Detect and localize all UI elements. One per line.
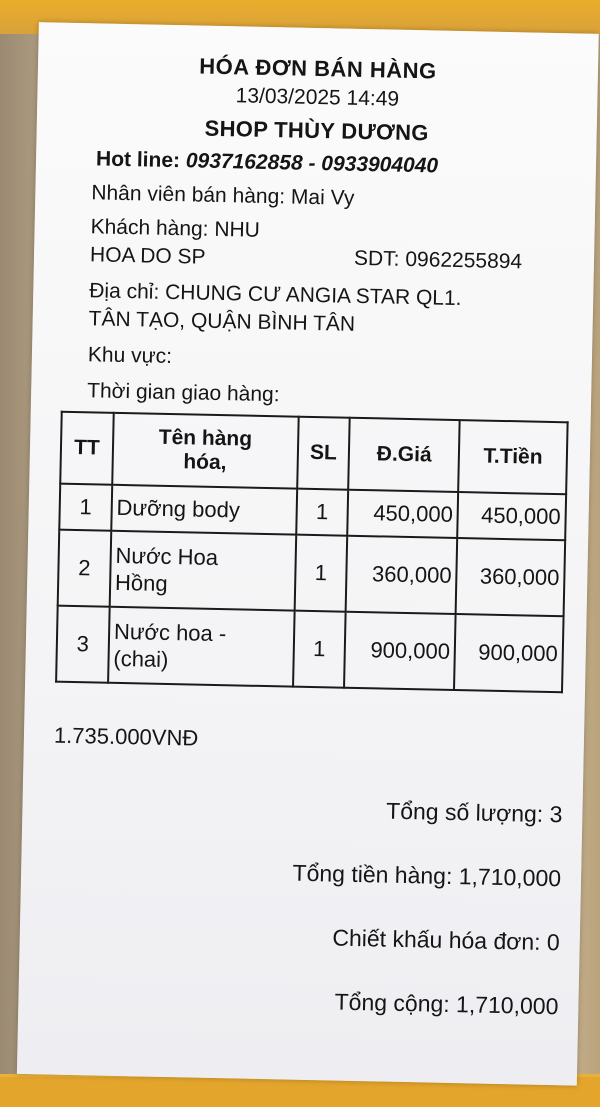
address-line2: TÂN TẠO, QUẬN BÌNH TÂN	[88, 307, 356, 336]
customer-name-line2: HOA DO SP	[89, 243, 206, 269]
shop-name: SHOP THÙY DƯƠNG	[204, 115, 429, 146]
table-header-row	[60, 412, 567, 495]
row-name	[108, 607, 294, 687]
row-qty: 1	[296, 489, 349, 536]
row-name-line1: Nước Hoa	[115, 542, 219, 570]
row-name	[109, 531, 295, 611]
header-price: Đ.Giá	[349, 418, 460, 492]
row-name	[111, 485, 297, 535]
address-line1: Địa chỉ: CHUNG CƯ ANGIA STAR QL1.	[89, 279, 462, 311]
row-total: 900,000	[454, 614, 563, 692]
table-row	[56, 606, 563, 693]
header-name	[112, 413, 298, 489]
grand-total: Tổng cộng: 1,710,000	[334, 988, 559, 1020]
row-name-line2: Hồng	[114, 569, 168, 596]
row-total: 360,000	[456, 538, 565, 616]
row-price: 360,000	[346, 536, 457, 614]
row-name-line1: Nước hoa -	[113, 618, 227, 646]
row-price: 900,000	[344, 612, 455, 690]
hotline-label: Hot line:	[95, 147, 181, 173]
hotline-numbers: 0937162858 - 0933904040	[185, 149, 439, 178]
invoice-discount: Chiết khấu hóa đơn: 0	[332, 924, 561, 956]
receipt-title: HÓA ĐƠN BÁN HÀNG	[199, 53, 437, 84]
total-quantity: Tổng số lượng: 3	[385, 797, 563, 828]
row-tt: 1	[59, 484, 112, 531]
staff-name: Nhân viên bán hàng: Mai Vy	[91, 181, 355, 210]
handwritten-total: 1.735.000VNĐ	[53, 722, 199, 751]
receipt-datetime: 13/03/2025 14:49	[235, 84, 400, 111]
row-name-line2: (chai)	[113, 645, 169, 672]
goods-total: Tổng tiền hàng: 1,710,000	[292, 859, 562, 892]
header-total: T.Tiền	[458, 420, 567, 494]
customer-name-line1: Khách hàng: NHU	[90, 215, 261, 242]
row-price: 450,000	[348, 490, 459, 538]
hotline	[96, 147, 439, 178]
table-row	[58, 530, 565, 617]
row-qty: 1	[293, 611, 346, 688]
header-name-line1: Tên hàng	[158, 425, 253, 451]
customer-phone: SDT: 0962255894	[353, 246, 523, 274]
header-tt: TT	[60, 412, 113, 485]
items-table	[55, 411, 569, 694]
delivery-time-label: Thời gian giao hàng:	[86, 379, 280, 407]
row-tt: 2	[58, 530, 111, 607]
row-tt: 3	[56, 606, 109, 683]
row-total: 450,000	[457, 492, 566, 540]
receipt-paper	[17, 22, 599, 1085]
row-qty: 1	[294, 535, 347, 612]
header-qty: SL	[297, 417, 350, 490]
header-name-line2: hóa,	[183, 450, 227, 475]
area-label: Khu vực:	[87, 343, 173, 369]
row-name-line1: Dưỡng body	[116, 495, 241, 523]
